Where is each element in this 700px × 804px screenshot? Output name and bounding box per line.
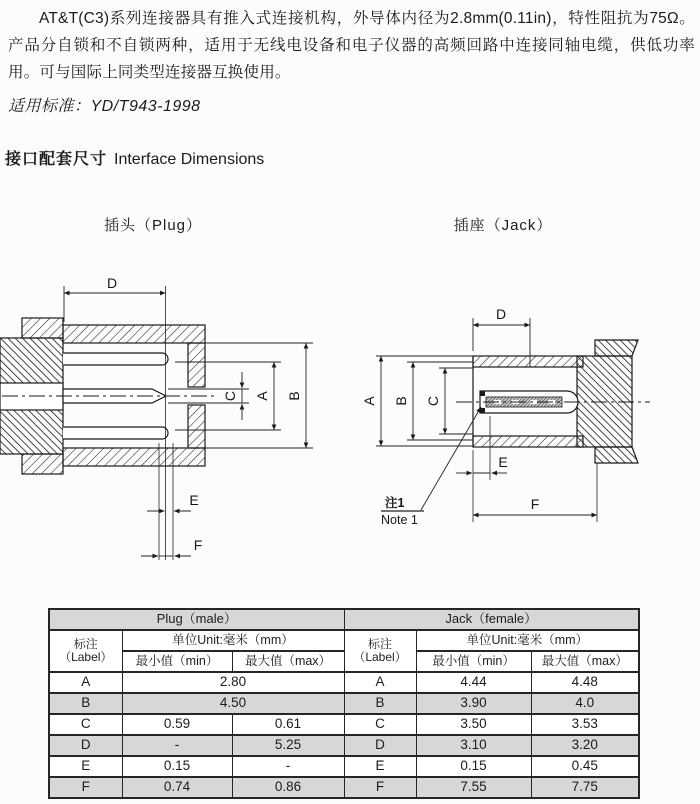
jack-dim-E-label: E	[498, 454, 508, 470]
jack-flange-top	[595, 340, 638, 356]
section-title-zh: 接口配套尺寸	[5, 151, 108, 168]
plug-max-value: 5.25	[232, 735, 344, 756]
section-title-en: Interface Dimensions	[114, 151, 265, 168]
table-row-F	[49, 777, 639, 798]
plug-dim-A-label: A	[254, 391, 270, 401]
note1-en: Note 1	[381, 513, 418, 527]
table-row-unit-headers	[49, 630, 639, 651]
plug-group-header: Plug（male）	[49, 609, 344, 630]
jack-max-value: 4.0	[531, 693, 639, 714]
jack-min-header: 最小值（min）	[416, 651, 531, 672]
plug-sleeve-top	[63, 353, 168, 365]
plug-shell-bottom	[63, 448, 205, 466]
table-row-E	[49, 756, 639, 777]
jack-min-value: 7.55	[416, 777, 531, 798]
table-row-D	[49, 735, 639, 756]
plug-max-value: 0.86	[232, 777, 344, 798]
note-leader-line	[421, 407, 481, 510]
jack-unit-header: 单位Unit:毫米（mm）	[416, 630, 639, 651]
plug-label-header: 标注 （Label）	[49, 630, 122, 672]
table-row-group-headers	[49, 609, 639, 630]
jack-min-value: 3.90	[416, 693, 531, 714]
jack-shell-bottom	[473, 436, 583, 447]
applicable-standard: 适用标准：YD/T943-1998	[8, 98, 201, 115]
jack-rear-body	[577, 356, 632, 447]
plug-max-value: 0.61	[232, 714, 344, 735]
table-row-A	[49, 672, 639, 693]
plug-shell-wall-upper	[188, 343, 205, 387]
jack-min-value: 3.10	[416, 735, 531, 756]
jack-shell-top	[473, 356, 583, 367]
jack-label-header: 标注 （Label）	[344, 630, 416, 672]
jack-dim-C-label: C	[425, 395, 441, 407]
row-label: D	[49, 735, 122, 756]
jack-caption: 插座（Jack）	[453, 217, 553, 234]
plug-dim-C-label: C	[222, 390, 238, 402]
jack-max-value: 0.45	[531, 756, 639, 777]
jack-contact-tip-bottom	[480, 408, 485, 413]
row-label: F	[344, 777, 416, 798]
jack-dim-F-label: F	[530, 496, 540, 512]
plug-min-value: 0.59	[122, 714, 232, 735]
plug-dim-F-label: F	[193, 537, 203, 553]
plug-unit-header: 单位Unit:毫米（mm）	[122, 630, 344, 651]
jack-drawing	[456, 340, 650, 463]
dimensions-table	[48, 608, 640, 799]
row-label: E	[344, 756, 416, 777]
jack-contact-tip-top	[480, 391, 485, 396]
jack-dim-B-label: B	[393, 396, 409, 406]
plug-crimp-top	[22, 318, 63, 338]
jack-flange-bottom	[595, 447, 638, 463]
jack-dim-D-label: D	[495, 306, 507, 322]
plug-dim-E-label: E	[189, 492, 199, 508]
plug-dim-B-label: B	[286, 391, 302, 401]
plug-sleeve-bottom	[63, 427, 168, 439]
row-label: B	[344, 693, 416, 714]
plug-drawing	[0, 318, 214, 474]
row-label: A	[344, 672, 416, 693]
note1-zh: 注1	[385, 496, 405, 510]
intro-paragraph: AT&T(C3)系列连接器具有推入式连接机构，外导体内径为2.8mm(0.11in)，特性阻抗为75Ω。产品分自锁和不自锁两种，适用于无线电设备和电子仪器的高频回路中连接同轴电缆，供低功率用。可与国际上同类型连接器互换使用。	[8, 10, 695, 81]
row-label: B	[49, 693, 122, 714]
plug-min-value: -	[122, 735, 232, 756]
jack-min-value: 0.15	[416, 756, 531, 777]
row-label: F	[49, 777, 122, 798]
row-label: A	[49, 672, 122, 693]
jack-min-value: 3.50	[416, 714, 531, 735]
row-label: C	[344, 714, 416, 735]
plug-max-value: -	[232, 756, 344, 777]
table-row-C	[49, 714, 639, 735]
jack-max-value: 4.48	[531, 672, 639, 693]
plug-shell-wall-lower	[188, 405, 205, 448]
plug-dielectric	[0, 383, 63, 410]
jack-min-value: 4.44	[416, 672, 531, 693]
jack-dim-A-label: A	[361, 396, 377, 406]
plug-min-header: 最小值（min）	[122, 651, 232, 672]
plug-value: 2.80	[122, 672, 344, 693]
row-label: E	[49, 756, 122, 777]
plug-dim-D-label: D	[106, 275, 118, 291]
plug-value: 4.50	[122, 693, 344, 714]
jack-max-value: 7.75	[531, 777, 639, 798]
jack-dimensions	[376, 318, 597, 522]
plug-max-header: 最大值（max）	[232, 651, 344, 672]
row-label: C	[49, 714, 122, 735]
plug-min-value: 0.15	[122, 756, 232, 777]
plug-crimp-bottom	[22, 454, 63, 474]
jack-max-value: 3.20	[531, 735, 639, 756]
table-row-B	[49, 693, 639, 714]
plug-caption: 插头（Plug）	[103, 217, 203, 234]
plug-min-value: 0.74	[122, 777, 232, 798]
row-label: D	[344, 735, 416, 756]
jack-max-header: 最大值（max）	[531, 651, 639, 672]
jack-group-header: Jack（female）	[344, 609, 639, 630]
interface-drawings	[0, 238, 700, 608]
jack-max-value: 3.53	[531, 714, 639, 735]
plug-shell-top	[63, 325, 205, 343]
section-title	[5, 146, 264, 169]
